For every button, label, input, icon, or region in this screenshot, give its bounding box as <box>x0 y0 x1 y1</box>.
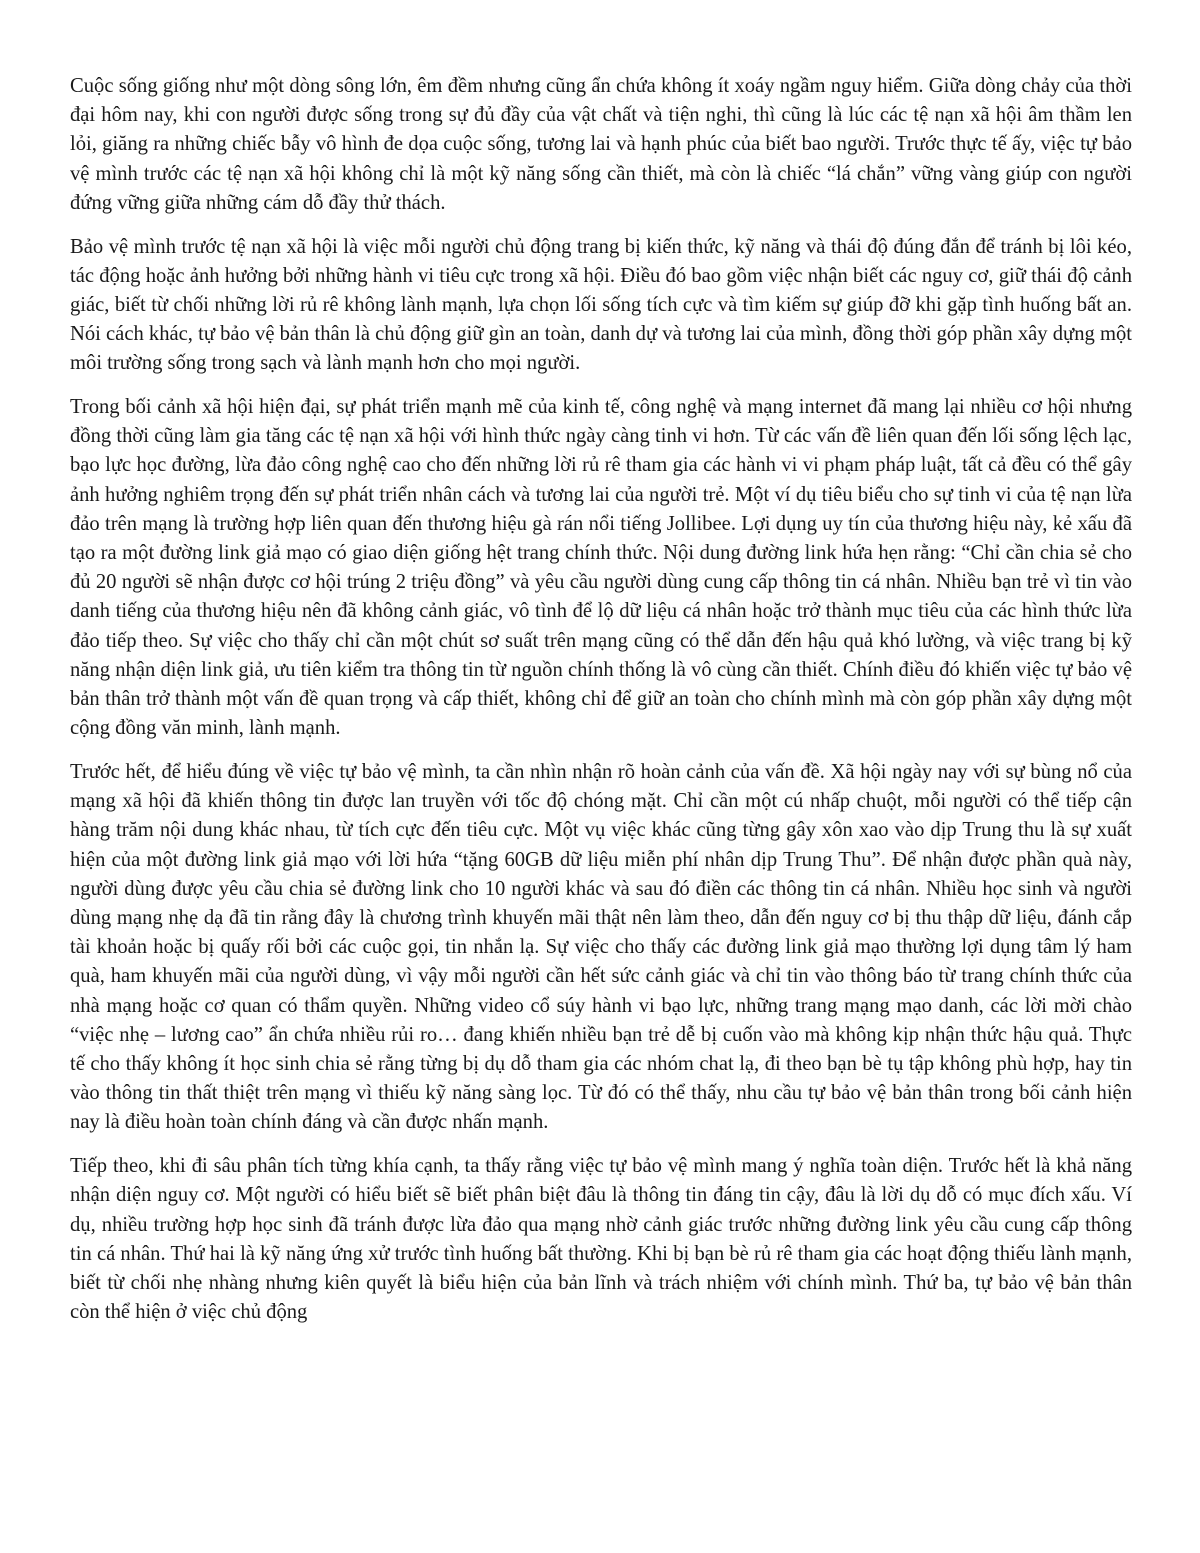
paragraph-intro: Cuộc sống giống như một dòng sông lớn, êm đềm nhưng cũng ẩn chứa không ít xoáy ngầm nguy hiểm. Giữa dòng chảy của thời đại hôm nay, khi con người được sống trong sự đủ đầy của vật chất và tiện nghi, thì cũng là lúc các tệ nạn xã hội âm thầm len lỏi, giăng ra những chiếc bẫy vô hình đe dọa cuộc sống, tương lai và hạnh phúc của biết bao người. Trước thực tế ấy, việc tự bảo vệ mình trước các tệ nạn xã hội không chỉ là một kỹ năng sống cần thiết, mà còn là chiếc “lá chắn” vững vàng giúp con người đứng vững giữa những cám dỗ đầy thử thách. <box>70 75 1132 214</box>
paragraph-situation: Trước hết, để hiểu đúng về việc tự bảo vệ mình, ta cần nhìn nhận rõ hoàn cảnh của vấn đề. Xã hội ngày nay với sự bùng nổ của mạng xã hội đã khiến thông tin được lan truyền với tốc độ chóng mặt. Chỉ cần một cú nhấp chuột, mỗi người có thể tiếp cận hàng trăm nội dung khác nhau, từ tích cực đến tiêu cực. Một vụ việc khác cũng từng gây xôn xao vào dịp Trung thu là sự xuất hiện của một đường link giả mạo với lời hứa “tặng 60GB dữ liệu miễn phí nhân dịp Trung Thu”. Để nhận được phần quà này, người dùng được yêu cầu chia sẻ đường link cho 10 người khác và sau đó điền các thông tin cá nhân. Nhiều học sinh và người dùng mạng nhẹ dạ đã tin rằng đây là chương trình khuyến mãi thật nên làm theo, dẫn đến nguy cơ bị thu thập dữ liệu, đánh cắp tài khoản hoặc bị quấy rối bởi các cuộc gọi, tin nhắn lạ. Sự việc cho thấy các đường link giả mạo thường lợi dụng tâm lý ham quà, ham khuyến mãi của người dùng, vì vậy mỗi người cần hết sức cảnh giác và chỉ tin vào thông báo từ trang chính thức của nhà mạng hoặc cơ quan có thẩm quyền. Những video cổ súy hành vi bạo lực, những trang mạng mạo danh, các lời mời chào “việc nhẹ – lương cao” ẩn chứa nhiều rủi ro… đang khiến nhiều bạn trẻ dễ bị cuốn vào mà không kịp nhận thức hậu quả. Thực tế cho thấy không ít học sinh chia sẻ rằng từng bị dụ dỗ tham gia các nhóm chat lạ, đi theo bạn bè tụ tập không phù hợp, hay tin vào thông tin thất thiệt trên mạng vì thiếu kỹ năng sàng lọc. Từ đó có thể thấy, nhu cầu tự bảo vệ bản thân trong bối cảnh hiện nay là điều hoàn toàn chính đáng và cần được nhấn mạnh. <box>70 760 1132 1134</box>
paragraph-context: Trong bối cảnh xã hội hiện đại, sự phát triển mạnh mẽ của kinh tế, công nghệ và mạng internet đã mang lại nhiều cơ hội nhưng đồng thời cũng làm gia tăng các tệ nạn xã hội với hình thức ngày càng tinh vi hơn. Từ các vấn đề liên quan đến lối sống lệch lạc, bạo lực học đường, lừa đảo công nghệ cao cho đến những lời rủ rê tham gia các hành vi vi phạm pháp luật, tất cả đều có thể gây ảnh hưởng nghiêm trọng đến sự phát triển nhân cách và tương lai của người trẻ. Một ví dụ tiêu biểu cho sự tinh vi của tệ nạn lừa đảo trên mạng là trường hợp liên quan đến thương hiệu gà rán nổi tiếng Jollibee. Lợi dụng uy tín của thương hiệu này, kẻ xấu đã tạo ra một đường link giả mạo có giao diện giống hệt trang chính thức. Nội dung đường link hứa hẹn rằng: “Chỉ cần chia sẻ cho đủ 20 người sẽ nhận được cơ hội trúng 2 triệu đồng” và yêu cầu người dùng cung cấp thông tin cá nhân. Nhiều bạn trẻ vì tin vào danh tiếng của thương hiệu nên đã không cảnh giác, vô tình để lộ dữ liệu cá nhân hoặc trở thành mục tiêu của các hình thức lừa đảo tiếp theo. Sự việc cho thấy chỉ cần một chút sơ suất trên mạng cũng có thể dẫn đến hậu quả khó lường, và việc trang bị kỹ năng nhận diện link giả, ưu tiên kiểm tra thông tin từ nguồn chính thống là vô cùng cần thiết. Chính điều đó khiến việc tự bảo vệ bản thân trở thành một vấn đề quan trọng và cấp thiết, không chỉ để giữ an toàn cho chính mình mà còn góp phần xây dựng một cộng đồng văn minh, lành mạnh. <box>70 396 1132 740</box>
document-page <box>70 72 1132 1342</box>
paragraph-definition: Bảo vệ mình trước tệ nạn xã hội là việc mỗi người chủ động trang bị kiến thức, kỹ năng và thái độ đúng đắn để tránh bị lôi kéo, tác động hoặc ảnh hưởng bởi những hành vi tiêu cực trong xã hội. Điều đó bao gồm việc nhận biết các nguy cơ, giữ thái độ cảnh giác, biết từ chối những lời rủ rê không lành mạnh, lựa chọn lối sống tích cực và tìm kiếm sự giúp đỡ khi gặp tình huống bất an. Nói cách khác, tự bảo vệ bản thân là chủ động giữ gìn an toàn, danh dự và tương lai của mình, đồng thời góp phần xây dựng một môi trường sống trong sạch và lành mạnh hơn cho mọi người. <box>70 235 1132 375</box>
paragraph-analysis: Tiếp theo, khi đi sâu phân tích từng khía cạnh, ta thấy rằng việc tự bảo vệ mình mang ý nghĩa toàn diện. Trước hết là khả năng nhận diện nguy cơ. Một người có hiểu biết sẽ biết phân biệt đâu là thông tin đáng tin cậy, đâu là lời dụ dỗ có mục đích xấu. Ví dụ, nhiều trường hợp học sinh đã tránh được lừa đảo qua mạng nhờ cảnh giác trước những đường link yêu cầu cung cấp thông tin cá nhân. Thứ hai là kỹ năng ứng xử trước tình huống bất thường. Khi bị bạn bè rủ rê tham gia các hoạt động thiếu lành mạnh, biết từ chối nhẹ nhàng nhưng kiên quyết là biểu hiện của bản lĩnh và trách nhiệm với chính mình. Thứ ba, tự bảo vệ bản thân còn thể hiện ở việc chủ động <box>70 1155 1132 1324</box>
